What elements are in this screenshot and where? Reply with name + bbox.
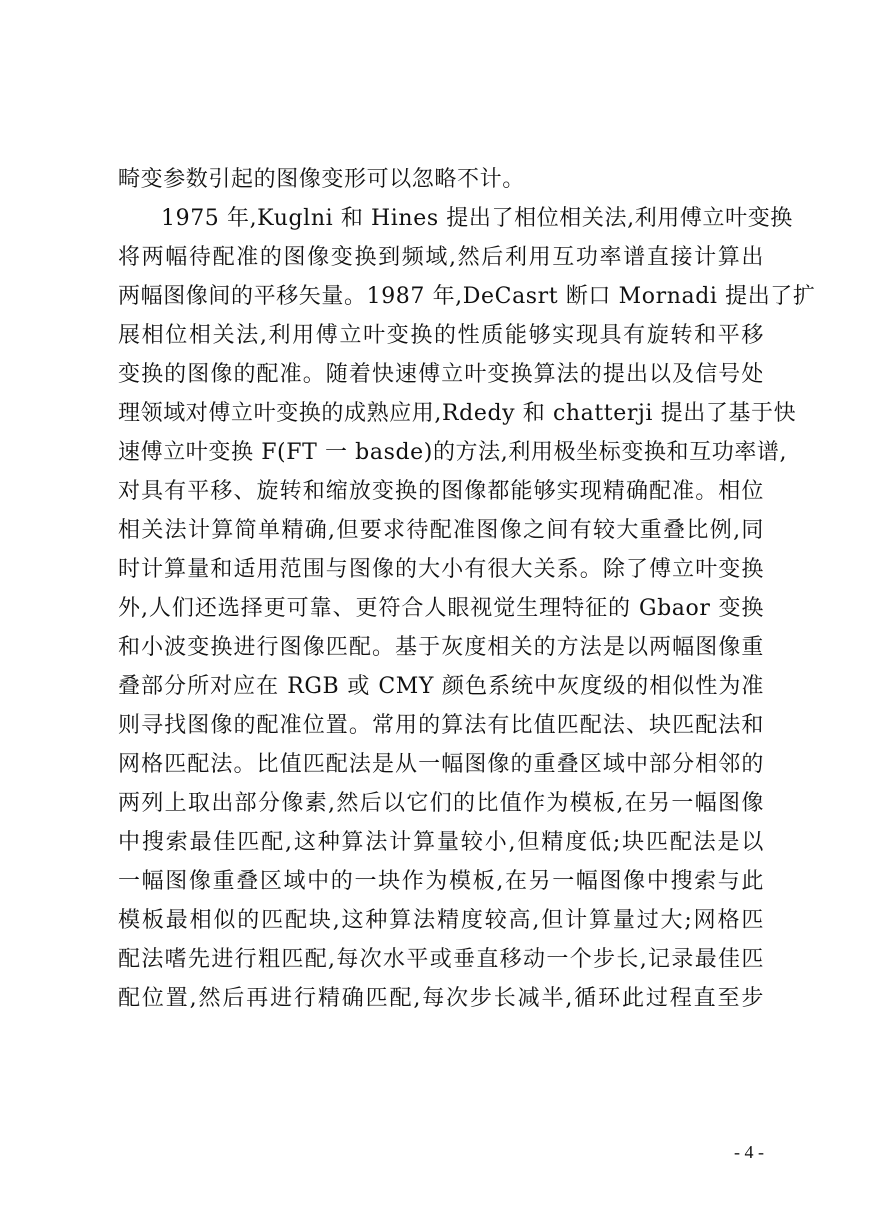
paragraph-line-7: 理领域对傅立叶变换的成熟应用,Rdedy 和 chatterji 提出了基于快 <box>118 401 797 426</box>
paragraph-line-9: 对具有平移、旋转和缩放变换的图像都能够实现精确配准。相位 <box>118 479 764 504</box>
paragraph-line-3: 将两幅待配准的图像变换到频域,然后利用互功率谱直接计算出 <box>118 245 764 270</box>
paragraph-line-1: 畸变参数引起的图像变形可以忽略不计。 <box>118 167 525 192</box>
paragraph-line-20: 模板最相似的匹配块,这种算法精度较高,但计算量过大;网格匹 <box>118 908 764 933</box>
paragraph-line-11: 时计算量和适用范围与图像的大小有很大关系。除了傅立叶变换 <box>118 557 764 582</box>
paragraph-line-10: 相关法计算简单精确,但要求待配准图像之间有较大重叠比例,同 <box>118 518 764 543</box>
paragraph-line-15: 则寻找图像的配准位置。常用的算法有比值匹配法、块匹配法和 <box>118 713 764 738</box>
paragraph-line-16: 网格匹配法。比值匹配法是从一幅图像的重叠区域中部分相邻的 <box>118 752 764 777</box>
paragraph-line-14: 叠部分所对应在 RGB 或 CMY 颜色系统中灰度级的相似性为准 <box>118 674 764 699</box>
paragraph-line-5: 展相位相关法,利用傅立叶变换的性质能够实现具有旋转和平移 <box>118 323 764 348</box>
paragraph-line-4: 两幅图像间的平移矢量。1987 年,DeCasrt 断口 Mornadi 提出了扩 <box>118 284 816 309</box>
paragraph-line-22: 配位置,然后再进行精确匹配,每次步长减半,循环此过程直至步 <box>118 986 764 1011</box>
paragraph-line-19: 一幅图像重叠区域中的一块作为模板,在另一幅图像中搜索与此 <box>118 869 764 894</box>
paragraph-line-6: 变换的图像的配准。随着快速傅立叶变换算法的提出以及信号处 <box>118 362 764 387</box>
paragraph-line-8: 速傅立叶变换 F(FT 一 basde)的方法,利用极坐标变换和互功率谱, <box>118 440 788 465</box>
paragraph-line-18: 中搜索最佳匹配,这种算法计算量较小,但精度低;块匹配法是以 <box>118 830 764 855</box>
paragraph-line-2: 1975 年,Kuglni 和 Hines 提出了相位相关法,利用傅立叶变换 <box>161 206 793 231</box>
paragraph-line-21: 配法嗜先进行粗匹配,每次水平或垂直移动一个步长,记录最佳匹 <box>118 947 764 972</box>
page-number: - 4 - <box>734 1142 764 1162</box>
paragraph-line-17: 两列上取出部分像素,然后以它们的比值作为模板,在另一幅图像 <box>118 791 764 816</box>
paragraph-line-13: 和小波变换进行图像匹配。基于灰度相关的方法是以两幅图像重 <box>118 635 764 660</box>
paragraph-line-12: 外,人们还选择更可靠、更符合人眼视觉生理特征的 Gbaor 变换 <box>118 596 764 621</box>
